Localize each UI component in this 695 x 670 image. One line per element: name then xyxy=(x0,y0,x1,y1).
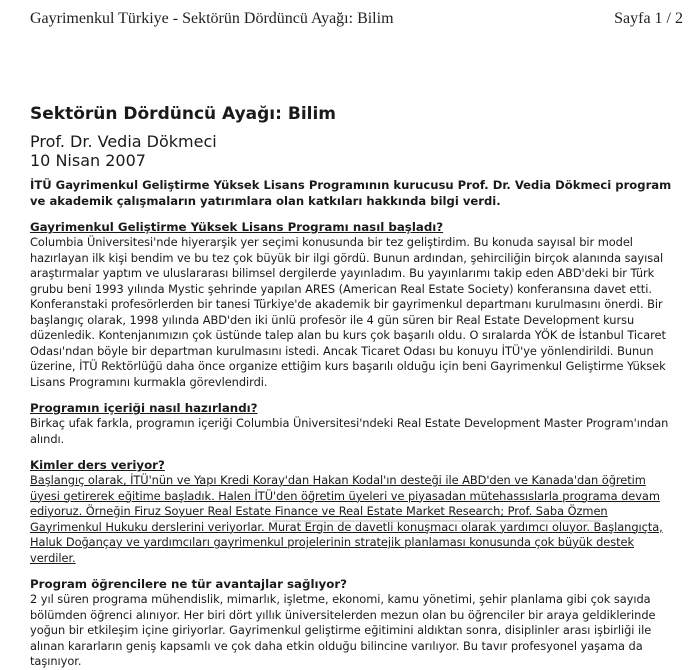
section-3 xyxy=(30,458,678,566)
section-answer: Başlangıç olarak, İTÜ'nün ve Yapı Kredi Koray'dan Hakan Kodal'ın desteği ile ABD'den ve Kanada'dan öğretim üyesi getirerek eğitime başladık. Halen İTÜ'den öğretim üyeleri ve piyasadan mütehassıslarla programa devam ediyoruz. Örneğin Firuz Soyuer Real Estate Finance ve Real Estate Market Research; Prof. Saba Özmen Gayrimenkul Hukuku derslerini veriyorlar. Murat Ergin de davetli konuşmacı olarak yardımcı oluyor. Başlangıçta, Haluk Doğançay ve yardımcıları gayrimenkul projelerinin stratejik planlaması konusunda çok büyük destek verdiler. xyxy=(30,473,663,565)
article-intro: İTÜ Gayrimenkul Geliştirme Yüksek Lisans Programının kurucusu Prof. Dr. Vedia Dökmeci program ve akademik çalışmaların yatırımlara olan katkıları hakkında bilgi verdi. xyxy=(30,178,672,208)
section-question: Programın içeriği nasıl hazırlandı? xyxy=(30,401,258,415)
section-question: Program öğrencilere ne tür avantajlar sağlıyor? xyxy=(30,577,347,591)
section-1 xyxy=(30,220,678,390)
section-answer: Birkaç ufak farkla, programın içeriği Columbia Üniversitesi'ndeki Real Estate Development Master Program'ından alındı. xyxy=(30,416,669,446)
article-title: Sektörün Dördüncü Ayağı: Bilim xyxy=(30,104,337,124)
section-answer: 2 yıl süren programa mühendislik, mimarlık, işletme, ekonomi, kamu yönetimi, şehir planlama gibi çok sayıda bölümden öğrenci alınıyor. Her biri dört yıllık üniversitelerden mezun olan bu öğrenciler bir araya geldiklerinde yoğun bir etkileşim içine giriyorlar. Gayrimenkul geliştirme eğitimini aldıktan sonra, disiplinler arası işbirliği ile alınan kararların geniş kapsamlı ve çok daha etkin olduğu bilincine varılıyor. Bu tavır profesyonel yaşama da taşınıyor. xyxy=(30,592,656,668)
print-header xyxy=(30,10,683,28)
section-question: Gayrimenkul Geliştirme Yüksek Lisans Programı nasıl başladı? xyxy=(30,220,444,234)
print-header-title: Gayrimenkul Türkiye - Sektörün Dördüncü Ayağı: Bilim xyxy=(30,10,394,27)
page-number: Sayfa 1 / 2 xyxy=(614,10,683,27)
section-2 xyxy=(30,401,678,447)
section-answer: Columbia Üniversitesi'nde hiyerarşik yer seçimi konusunda bir tez geliştirdim. Bu konuda sayısal bir model hazırlayan ilk kişi bendim ve bu tez çok büyük bir ilgi gördü. Bunun ardından, şehirciliğin birçok alanında sayısal araştırmalar yaptım ve uluslararası bilimsel dergilerde yayınladım. Bu yayınlarımı takip eden ABD'deki bir Türk grubu beni 1993 yılında Mystic şehrinde yapılan ARES (American Real Estate Society) konferansına davet etti. Konferanstaki profesörlerden bir tanesi Türkiye'de akademik bir gayrimenkul departmanı kurulmasını önerdi. Bir başlangıç olarak, 1998 yılında ABD'den iki ünlü profesör ile 4 gün süren bir Real Estate Development kursu düzenledik. Kontenjanımızın çok üstünde talep alan bu kurs çok başarılı oldu. O sıralarda YÖK de İstanbul Ticaret Odası'ndan böyle bir departman kurulmasını istedi. Ancak Ticaret Odası bu konuyu İTÜ'ye yönlendirildi. Bunun üzerine, İTÜ Rektörlüğü daha önce organize ettiğim kurs başarılı olduğu için beni Gayrimenkul Geliştirme Yüksek Lisans Programını kurmakla görevlendirdi. xyxy=(30,235,666,389)
article-date: 10 Nisan 2007 xyxy=(30,151,146,170)
section-question: Kimler ders veriyor? xyxy=(30,458,165,472)
article xyxy=(30,104,678,670)
article-author: Prof. Dr. Vedia Dökmeci xyxy=(30,132,217,151)
scan-smudge xyxy=(272,520,602,522)
section-4 xyxy=(30,577,678,670)
